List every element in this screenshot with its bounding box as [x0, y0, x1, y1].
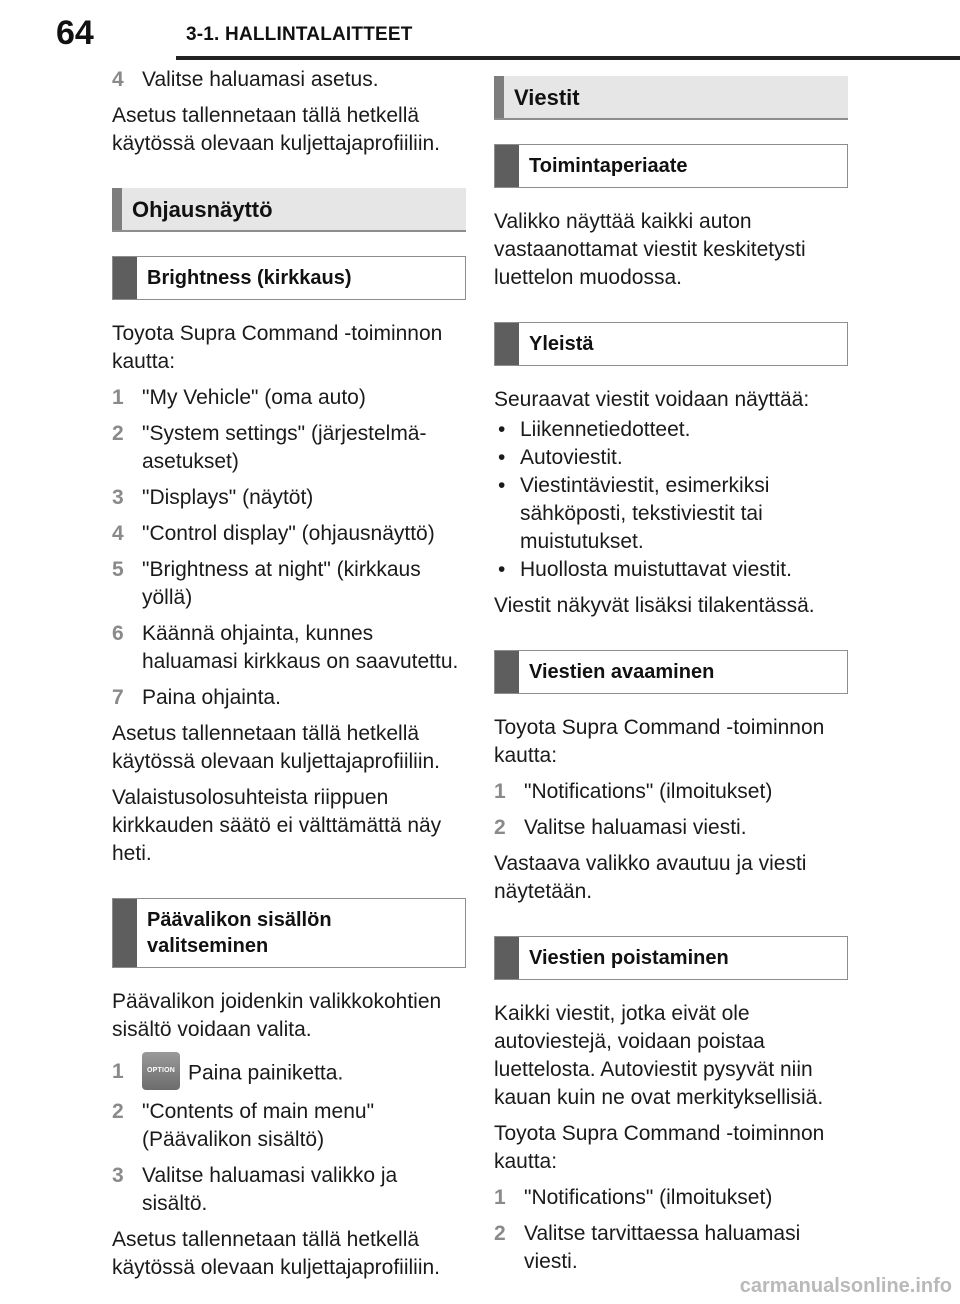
step-text: Paina ohjainta.: [142, 686, 281, 709]
step-text: "Control display" (ohjausnäyttö): [142, 522, 435, 545]
list-item: [494, 444, 848, 472]
step-number: 1: [112, 386, 124, 409]
paragraph: Valikko näyttää kaikki auton vastaanottamat viestit keskitetysti luettelon muodossa.: [494, 210, 806, 289]
step-number: 3: [112, 1164, 124, 1187]
step-number: 7: [112, 686, 124, 709]
subheading-main-menu: [112, 898, 466, 968]
step-number: 2: [112, 1100, 124, 1123]
step-text: "Contents of main menu" (Päävalikon sisältö): [142, 1100, 375, 1151]
subheading-title: Viestien avaaminen: [529, 661, 715, 683]
step-number: 5: [112, 558, 124, 581]
step-item: [112, 1162, 466, 1218]
paragraph: Asetus tallennetaan tällä hetkellä käytössä olevaan kuljettajaprofiiliin.: [112, 104, 441, 155]
subheading-principle: [494, 144, 848, 188]
paragraph: Asetus tallennetaan tällä hetkellä käytössä olevaan kuljettajaprofiiliin.: [112, 722, 441, 773]
bullet-icon: •: [498, 418, 506, 441]
subheading-title: Päävalikon sisällön valitseminen: [147, 909, 332, 957]
step-number: 2: [494, 1222, 506, 1245]
step-text: Käännä ohjainta, kunnes haluamasi kirkkaus on saavutettu.: [142, 622, 459, 673]
step-item: [494, 778, 848, 806]
step-text: "Notifications" (ilmoitukset): [524, 1186, 773, 1209]
paragraph: Toyota Supra Command -toiminnon kautta:: [112, 322, 443, 373]
paragraph: Kaikki viestit, jotka eivät ole autoviestejä, voidaan poistaa luettelosta. Autoviestit pysyvät niin kauan kuin ne ovat merkityksellisiä.: [494, 1002, 824, 1109]
subheading-deleting: [494, 936, 848, 980]
step-item: [112, 484, 466, 512]
step-text: Valitse tarvittaessa haluamasi viesti.: [524, 1222, 801, 1273]
subheading-bar: [495, 145, 519, 187]
step-text: "Displays" (näytöt): [142, 486, 314, 509]
page-number: 64: [56, 14, 94, 52]
subheading-bar: [495, 651, 519, 693]
step-number: 2: [112, 422, 124, 445]
step-text: Paina painiketta.: [188, 1061, 344, 1085]
step-item: [112, 620, 466, 676]
section-heading-viestit: [494, 76, 848, 120]
option-button-icon: OPTION: [142, 1052, 180, 1090]
list-item: [494, 416, 848, 444]
step-item: [112, 66, 466, 94]
step-item: [112, 1058, 466, 1090]
list-item: [494, 472, 848, 556]
subheading-bar: [113, 257, 137, 299]
paragraph: Seuraavat viestit voidaan näyttää:: [494, 388, 810, 411]
paragraph: Vastaava valikko avautuu ja viesti näytetään.: [494, 852, 807, 903]
step-number: 4: [112, 68, 124, 91]
paragraph: Toyota Supra Command -toiminnon kautta:: [494, 716, 825, 767]
subheading-general: [494, 322, 848, 366]
subheading-bar: [113, 899, 137, 967]
step-item: [112, 684, 466, 712]
step-text: "System settings" (järjestelmä-asetukset): [142, 422, 427, 473]
step-item: [112, 556, 466, 612]
step-item: [494, 1220, 848, 1276]
step-number: 2: [494, 816, 506, 839]
section-title: Viestit: [514, 85, 580, 110]
paragraph: Viestit näkyvät lisäksi tilakentässä.: [494, 594, 815, 617]
step-item: [112, 520, 466, 548]
step-text: "Brightness at night" (kirkkaus yöllä): [142, 558, 421, 609]
subheading-bar: [495, 937, 519, 979]
subheading-opening: [494, 650, 848, 694]
chapter-title: 3-1. HALLINTALAITTEET: [186, 24, 413, 45]
subheading-brightness: [112, 256, 466, 300]
header-rule: [176, 56, 960, 60]
step-text: "My Vehicle" (oma auto): [142, 386, 366, 409]
bullet-icon: •: [498, 558, 506, 581]
bullet-icon: •: [498, 474, 506, 497]
step-number: 4: [112, 522, 124, 545]
step-number: 1: [494, 780, 506, 803]
heading-bar: [112, 188, 122, 230]
step-number: 6: [112, 622, 124, 645]
step-item: [112, 420, 466, 476]
subheading-title: Yleistä: [529, 333, 594, 355]
paragraph: Valaistusolosuhteista riippuen kirkkauden säätö ei välttämättä näy heti.: [112, 786, 442, 865]
right-column: [494, 66, 848, 1284]
left-column: [112, 66, 466, 1290]
step-text: "Notifications" (ilmoitukset): [524, 780, 773, 803]
heading-bar: [494, 76, 504, 118]
bullet-list: [494, 416, 848, 584]
subheading-title: Viestien poistaminen: [529, 947, 729, 969]
step-item: [494, 814, 848, 842]
step-text: Valitse haluamasi asetus.: [142, 68, 379, 91]
step-number: 1: [112, 1060, 124, 1083]
step-item: [112, 1098, 466, 1154]
subheading-title: Toimintaperiaate: [529, 155, 688, 177]
page-header: [0, 0, 960, 72]
step-number: 3: [112, 486, 124, 509]
subheading-bar: [495, 323, 519, 365]
list-item-text: Autoviestit.: [520, 446, 623, 469]
list-item-text: Liikennetiedotteet.: [520, 418, 691, 441]
step-text: Valitse haluamasi viesti.: [524, 816, 747, 839]
section-heading-ohjausnaytto: [112, 188, 466, 232]
step-number: 1: [494, 1186, 506, 1209]
step-text: Valitse haluamasi valikko ja sisältö.: [142, 1164, 398, 1215]
paragraph: Toyota Supra Command -toiminnon kautta:: [494, 1122, 825, 1173]
list-item-text: Viestintäviestit, esimerkiksi sähköposti, tekstiviestit tai muistutukset.: [520, 474, 770, 553]
paragraph: Päävalikon joidenkin valikkokohtien sisältö voidaan valita.: [112, 990, 442, 1041]
list-item: [494, 556, 848, 584]
bullet-icon: •: [498, 446, 506, 469]
list-item-text: Huollosta muistuttavat viestit.: [520, 558, 792, 581]
paragraph: Asetus tallennetaan tällä hetkellä käytössä olevaan kuljettajaprofiiliin.: [112, 1228, 441, 1279]
watermark: carmanualsonline.info: [739, 1275, 952, 1297]
subheading-title: Brightness (kirkkaus): [147, 267, 352, 289]
step-item: [112, 384, 466, 412]
section-title: Ohjausnäyttö: [132, 197, 273, 222]
step-item: [494, 1184, 848, 1212]
